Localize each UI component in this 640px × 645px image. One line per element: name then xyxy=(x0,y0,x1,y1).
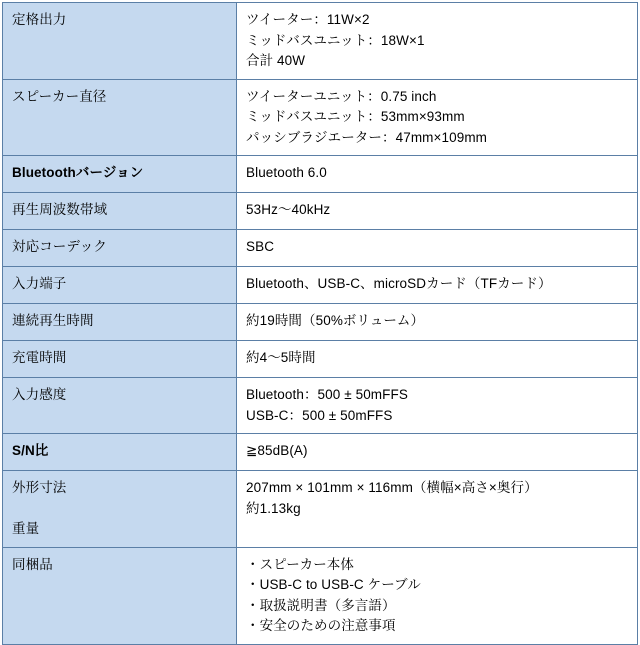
spec-label-line: 定格出力 xyxy=(12,12,67,27)
spec-value-cell xyxy=(237,3,638,80)
spec-value-cell xyxy=(237,79,638,156)
table-row xyxy=(3,267,638,304)
spec-label-line: スピーカー直径 xyxy=(12,88,107,104)
spec-label-cell xyxy=(3,547,237,644)
spec-label-cell xyxy=(3,341,237,378)
spec-value-line: 207mm × 101mm × 116mm（横幅×高さ×奥行） xyxy=(246,480,538,496)
specifications-table xyxy=(2,2,638,645)
spec-label-cell xyxy=(3,471,237,548)
specifications-table-body xyxy=(3,3,638,645)
spec-value-cell xyxy=(237,378,638,434)
spec-value-cell xyxy=(237,267,638,304)
spec-value-line: ミッドバスユニット：53mm×93mm xyxy=(246,109,465,125)
spec-value-line: SBC xyxy=(246,239,275,255)
spec-value-line: 合計 40W xyxy=(246,53,306,69)
spec-value-line: ・スピーカー本体 xyxy=(246,556,354,572)
spec-label-line: S/N比 xyxy=(12,443,49,459)
spec-value-line: ・取扱説明書（多言語） xyxy=(246,597,396,613)
spec-label-cell xyxy=(3,434,237,471)
spec-value-cell xyxy=(237,193,638,230)
table-row xyxy=(3,304,638,341)
spec-value-line: 53Hz〜40kHz xyxy=(246,202,331,218)
spec-label-cell xyxy=(3,156,237,193)
table-row xyxy=(3,434,638,471)
spec-label-line: 外形寸法 xyxy=(12,480,67,496)
spec-label-cell xyxy=(3,3,237,80)
spec-label-line: 連続再生時間 xyxy=(12,313,94,329)
spec-label-cell xyxy=(3,378,237,434)
spec-label-line: 同梱品 xyxy=(12,556,53,572)
spec-label-line: 重量 xyxy=(12,521,40,537)
spec-value-line: ≧85dB(A) xyxy=(246,443,308,459)
table-row xyxy=(3,156,638,193)
spec-value-line: ツイーターユニット：0.75 inch xyxy=(246,88,437,104)
table-row xyxy=(3,3,638,80)
spec-label-cell xyxy=(3,193,237,230)
table-row xyxy=(3,193,638,230)
spec-value-line: パッシブラジエーター：47mm×109mm xyxy=(246,129,488,145)
spec-label-cell xyxy=(3,230,237,267)
spec-label-line: Bluetoothバージョン xyxy=(12,165,144,181)
table-row xyxy=(3,471,638,548)
spec-label-line: 入力端子 xyxy=(12,276,67,292)
spec-label-line xyxy=(12,499,228,520)
spec-value-line: Bluetooth、USB-C、microSDカード（TFカード） xyxy=(246,276,552,292)
spec-value-line: 約4〜5時間 xyxy=(246,350,316,366)
spec-label-line: 対応コーデック xyxy=(12,239,107,255)
spec-label-cell xyxy=(3,304,237,341)
spec-label-line: 再生周波数帯域 xyxy=(12,202,108,218)
spec-value-cell xyxy=(237,304,638,341)
spec-value-line: ツイーター：11W×2 xyxy=(246,12,370,27)
spec-label-cell xyxy=(3,79,237,156)
spec-label-cell xyxy=(3,267,237,304)
spec-value-line: 約1.13kg xyxy=(246,500,301,516)
spec-value-cell xyxy=(237,156,638,193)
spec-value-cell xyxy=(237,341,638,378)
spec-value-cell xyxy=(237,547,638,644)
table-row xyxy=(3,230,638,267)
table-row xyxy=(3,378,638,434)
spec-value-line: Bluetooth 6.0 xyxy=(246,165,327,181)
spec-value-line: Bluetooth：500 ± 50mFFS xyxy=(246,387,408,403)
spec-value-line: ミッドバスユニット：18W×1 xyxy=(246,32,425,48)
table-row xyxy=(3,79,638,156)
spec-label-line: 入力感度 xyxy=(12,387,67,403)
table-row xyxy=(3,341,638,378)
spec-value-line: 約19時間（50%ボリューム） xyxy=(246,313,425,329)
spec-label-line: 充電時間 xyxy=(12,350,67,366)
spec-value-line: ・安全のための注意事項 xyxy=(246,618,396,634)
spec-value-cell xyxy=(237,230,638,267)
spec-value-line: ・USB-C to USB-C ケーブル xyxy=(246,577,421,593)
spec-value-cell xyxy=(237,471,638,548)
table-row xyxy=(3,547,638,644)
spec-value-line: USB-C：500 ± 50mFFS xyxy=(246,407,393,423)
spec-value-cell xyxy=(237,434,638,471)
